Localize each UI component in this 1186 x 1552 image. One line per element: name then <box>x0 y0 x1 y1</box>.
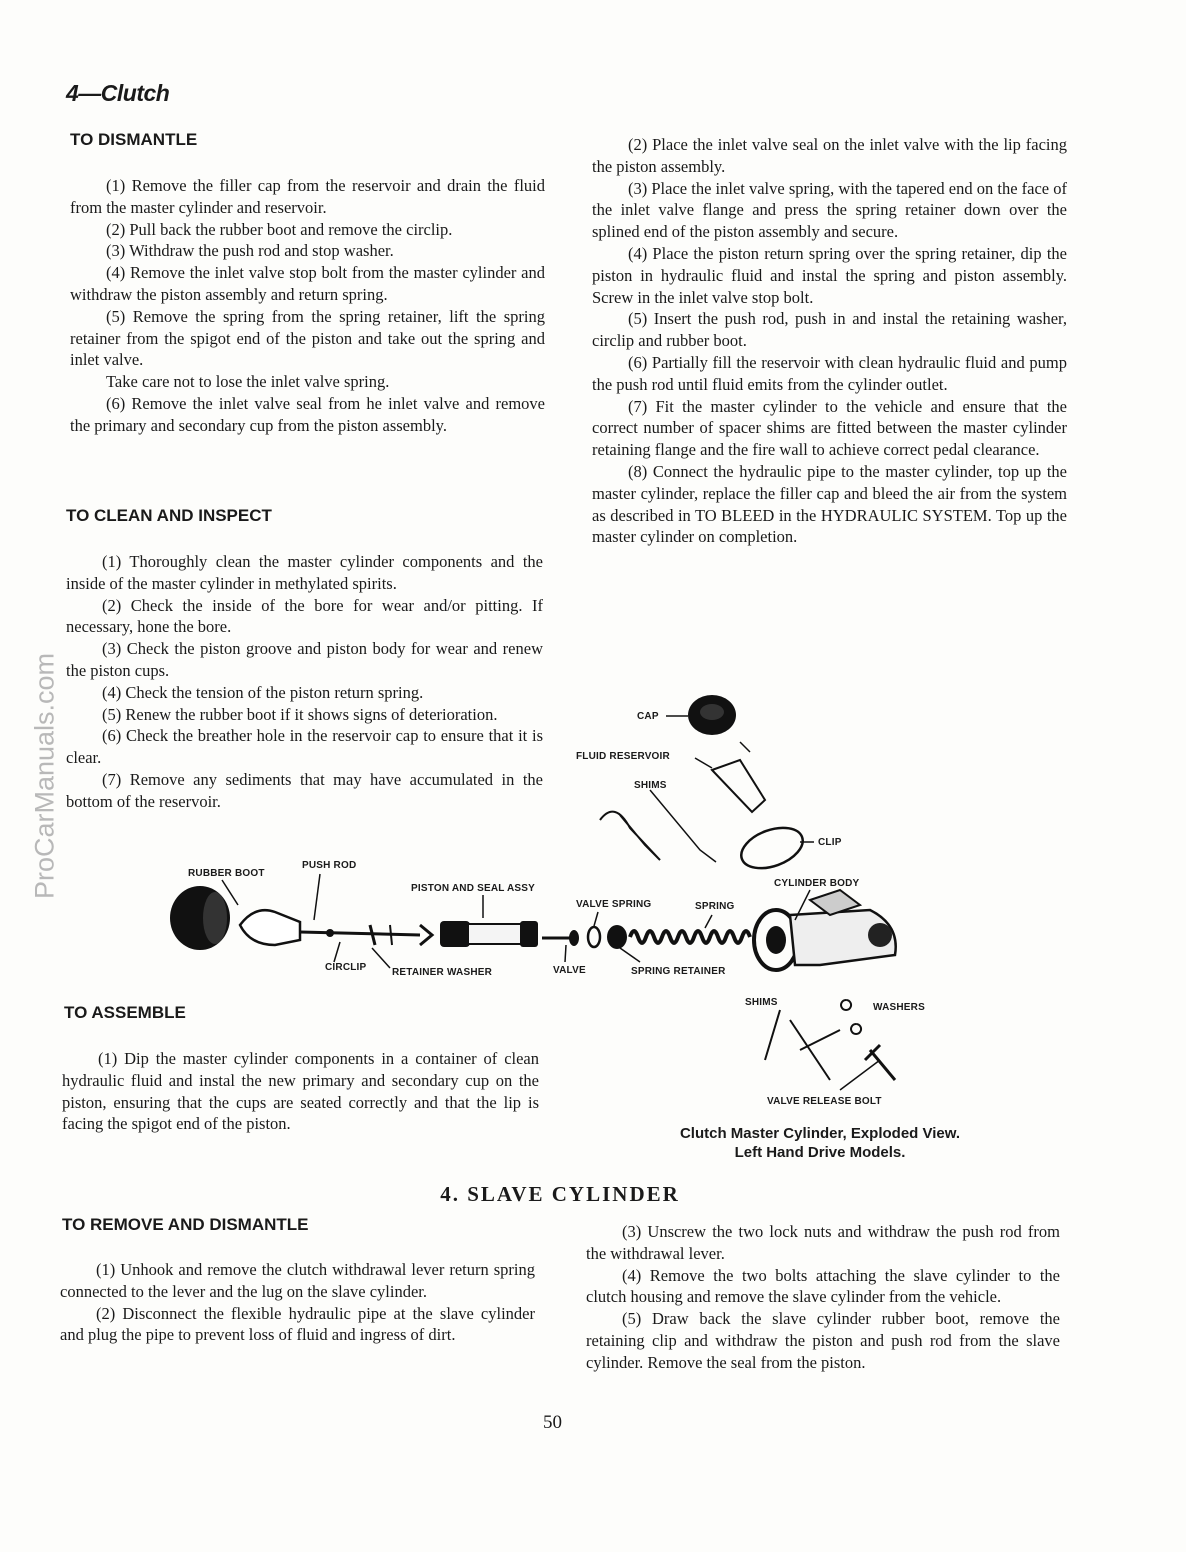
washers <box>841 1000 861 1034</box>
paragraph: (5) Insert the push rod, push in and instal the retaining washer, circlip and rubber boot. <box>592 309 1067 351</box>
remove-continued-text <box>586 1221 1060 1374</box>
paragraph: (1) Thoroughly clean the master cylinder components and the inside of the master cylinder in methylated spirits. <box>66 552 543 593</box>
label-clip: CLIP <box>818 837 842 848</box>
piston-and-seal <box>440 921 538 947</box>
paragraph: (5) Draw back the slave cylinder rubber boot, remove the retaining clip and withdraw the piston and push rod from the slave cylinder. Remove the seal from the piston. <box>586 1309 1060 1372</box>
label-spring-retainer: SPRING RETAINER <box>631 966 726 977</box>
label-washers: WASHERS <box>873 1002 925 1013</box>
paragraph: (2) Pull back the rubber boot and remove the circlip. <box>106 219 453 239</box>
valve <box>542 930 579 946</box>
running-head: 4—Clutch <box>66 80 170 106</box>
shims-top <box>600 812 660 860</box>
paragraph: (3) Unscrew the two lock nuts and withdraw the push rod from the withdrawal lever. <box>586 1222 1060 1263</box>
shims-bottom <box>765 1010 840 1080</box>
label-fluid-reservoir: FLUID RESERVOIR <box>576 751 670 762</box>
section-title: 4. SLAVE CYLINDER <box>440 1182 680 1206</box>
heading-clean-inspect: TO CLEAN AND INSPECT <box>66 506 272 525</box>
watermark <box>30 636 60 916</box>
label-valve-release-bolt: VALVE RELEASE BOLT <box>767 1096 882 1107</box>
paragraph: (7) Remove any sediments that may have accumulated in the bottom of the reservoir. <box>66 769 543 811</box>
paragraph: (3) Check the piston groove and piston body for wear and renew the piston cups. <box>66 639 543 680</box>
label-valve-spring: VALVE SPRING <box>576 899 652 910</box>
paragraph: (4) Check the tension of the piston return spring. <box>102 682 424 702</box>
spring-retainer <box>607 925 627 949</box>
paragraph: Take care not to lose the inlet valve spring. <box>106 372 390 392</box>
caption-line-1: Clutch Master Cylinder, Exploded View. <box>679 1125 961 1142</box>
assemble-text <box>62 1048 539 1135</box>
rubber-boot <box>170 886 230 950</box>
paragraph: (6) Remove the inlet valve seal from he inlet valve and remove the primary and secondary cup from the piston assembly. <box>70 393 545 435</box>
reservoir-cap <box>688 695 736 735</box>
paragraph: (1) Unhook and remove the clutch withdrawal lever return spring connected to the lever and the lug on the slave cylinder. <box>60 1260 535 1301</box>
paragraph: (2) Disconnect the flexible hydraulic pipe at the slave cylinder and plug the pipe to prevent loss of fluid and ingress of dirt. <box>60 1303 535 1345</box>
page-number: 50 <box>543 1412 562 1433</box>
clean-text <box>66 551 543 813</box>
paragraph: (5) Remove the spring from the spring retainer, lift the spring retainer from the spigot end of the piston and take out the spring and inlet valve. <box>70 306 545 370</box>
label-piston-seal: PISTON AND SEAL ASSY <box>411 883 536 894</box>
heading-assemble: TO ASSEMBLE <box>64 1003 186 1022</box>
label-retainer-washer: RETAINER WASHER <box>392 967 493 978</box>
label-shims-top: SHIMS <box>634 780 667 791</box>
watermark-text: ProCarManuals.com <box>29 652 60 900</box>
paragraph: (1) Remove the filler cap from the reservoir and drain the fluid from the master cylinder and reservoir. <box>70 176 545 217</box>
label-shims-bottom: SHIMS <box>745 997 778 1008</box>
paragraph: (1) Dip the master cylinder components in a container of clean hydraulic fluid and instal the new primary and secondary cup on the piston, ensuring that the cups are seated correctly and that the lip is facing the spigot end of the piston. <box>62 1049 539 1134</box>
paragraph: (6) Partially fill the reservoir with clean hydraulic fluid and pump the push rod until fluid emits from the cylinder outlet. <box>592 352 1067 394</box>
paragraph: (3) Withdraw the push rod and stop washer. <box>106 241 394 261</box>
clip <box>736 820 808 876</box>
label-valve: VALVE <box>553 965 586 976</box>
paragraph: (5) Renew the rubber boot if it shows signs of deterioration. <box>102 704 498 724</box>
fluid-reservoir <box>712 760 765 812</box>
valve-release-bolt <box>865 1045 895 1080</box>
label-cylinder-body: CYLINDER BODY <box>774 878 860 889</box>
valve-spring <box>588 927 600 947</box>
remove-text <box>60 1259 535 1346</box>
label-cap: CAP <box>637 711 659 722</box>
dismantle-text <box>70 175 545 437</box>
cylinder-body <box>754 890 896 970</box>
paragraph: (7) Fit the master cylinder to the vehicle and ensure that the correct number of spacer shims are fitted between the master cylinder retaining flange and the fire wall to achieve correct pedal clearance. <box>592 396 1067 460</box>
paragraph: (2) Check the inside of the bore for wear and/or pitting. If necessary, hone the bore. <box>66 595 543 637</box>
paragraph: (8) Connect the hydraulic pipe to the master cylinder, top up the master cylinder, replace the filler cap and bleed the air from the system as described in TO BLEED in the HYDRAULIC SYSTEM. Top up the master cylinder on completion. <box>592 461 1067 547</box>
label-rubber-boot: RUBBER BOOT <box>188 868 265 879</box>
label-push-rod: PUSH ROD <box>302 860 357 871</box>
heading-remove-dismantle: TO REMOVE AND DISMANTLE <box>62 1215 309 1234</box>
return-spring <box>630 931 750 943</box>
assemble-continued-text <box>592 134 1067 548</box>
label-spring: SPRING <box>695 901 735 912</box>
paragraph: (6) Check the breather hole in the reservoir cap to ensure that it is clear. <box>66 726 543 768</box>
label-circlip: CIRCLIP <box>325 962 367 973</box>
paragraph: (3) Place the inlet valve spring, with the tapered end on the face of the inlet valve flange and press the spring retainer down over the splined end of the piston assembly and secure. <box>592 178 1067 242</box>
paragraph: (4) Remove the inlet valve stop bolt from the master cylinder and withdraw the piston assembly and return spring. <box>70 263 545 304</box>
paragraph: (4) Place the piston return spring over the spring retainer, dip the piston in hydraulic fluid and instal the spring and piston assembly. Screw in the inlet valve stop bolt. <box>592 243 1067 307</box>
paragraph: (4) Remove the two bolts attaching the slave cylinder to the clutch housing and remove the slave cylinder from the vehicle. <box>586 1265 1060 1307</box>
heading-dismantle: TO DISMANTLE <box>70 130 198 149</box>
figure-caption <box>620 1124 1020 1162</box>
paragraph: (2) Place the inlet valve seal on the inlet valve with the lip facing the piston assembly. <box>592 135 1067 176</box>
caption-line-2: Left Hand Drive Models. <box>734 1144 906 1161</box>
push-rod <box>240 910 432 945</box>
